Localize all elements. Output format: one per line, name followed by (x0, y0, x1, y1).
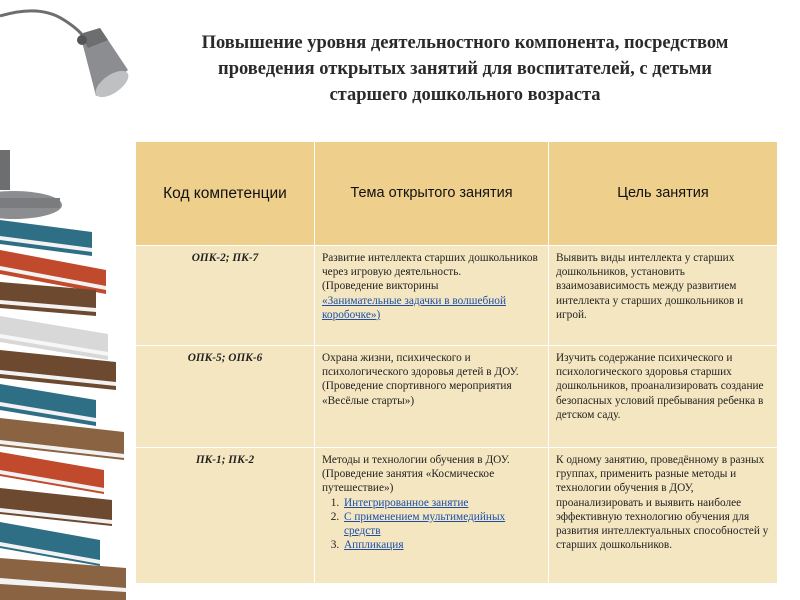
topic-note: (Проведение занятия «Космическое путешествие») (322, 468, 495, 495)
method-link[interactable]: Интегрированное занятие (344, 496, 469, 509)
topic-text: Методы и технологии обучения в ДОУ. (322, 454, 510, 466)
list-item (342, 496, 541, 510)
list-item (342, 510, 541, 538)
title-line-2: проведения открытых занятий для воспитателей, с детьми (218, 59, 712, 79)
header-goal: Цель занятия (549, 142, 778, 246)
table-row (136, 346, 778, 448)
topic-note: (Проведение спортивного мероприятия «Весёлые старты») (322, 380, 512, 407)
title-line-3: старшего дошкольного возраста (329, 85, 601, 105)
topic-cell (315, 246, 549, 346)
table-row (136, 448, 778, 584)
method-link[interactable]: С применением мультимедийных средств (344, 510, 506, 538)
code-cell: ОПК-2; ПК-7 (136, 246, 315, 346)
code-cell: ПК-1; ПК-2 (136, 448, 315, 584)
slide-title (130, 30, 800, 108)
topic-text: Охрана жизни, психического и психологического здоровья детей в ДОУ. (322, 352, 519, 379)
goal-cell: К одному занятию, проведённому в разных группах, применить разные методы и технологии обучения в ДОУ, проанализировать и выявить наиболее эффективную технологию обучения для развития интеллектуальных способностей у старших дошкольников. (549, 448, 778, 584)
title-line-1: Повышение уровня деятельностного компонента, посредством (201, 33, 729, 53)
topic-link[interactable]: «Занимательные задачки в волшебной коробочке») (322, 294, 506, 321)
method-link[interactable]: Аппликация (344, 539, 404, 552)
table-header-row (136, 142, 778, 246)
header-topic: Тема открытого занятия (315, 142, 549, 246)
lamp-and-books-illustration (0, 0, 140, 600)
desk-lamp-icon (77, 28, 133, 102)
header-code: Код компетенции (136, 142, 315, 246)
table-row (136, 246, 778, 346)
goal-cell: Изучить содержание психического и психологического здоровья старших дошкольников, проанализировать создание безопасных условий пребывания ребенка в детском саду. (549, 346, 778, 448)
methods-list (322, 496, 541, 553)
topic-text: Развитие интеллекта старших дошкольников через игровую деятельность. (322, 252, 538, 279)
list-item (342, 538, 541, 552)
competence-table (135, 141, 778, 584)
topic-note: (Проведение викторины (322, 280, 439, 293)
topic-cell (315, 346, 549, 448)
goal-cell: Выявить виды интеллекта у старших дошкольников, установить взаимозависимость между развитием интеллекта у старших дошкольников и игрой. (549, 246, 778, 346)
book-stack-icon (0, 220, 126, 600)
topic-cell (315, 448, 549, 584)
code-cell: ОПК-5; ОПК-6 (136, 346, 315, 448)
